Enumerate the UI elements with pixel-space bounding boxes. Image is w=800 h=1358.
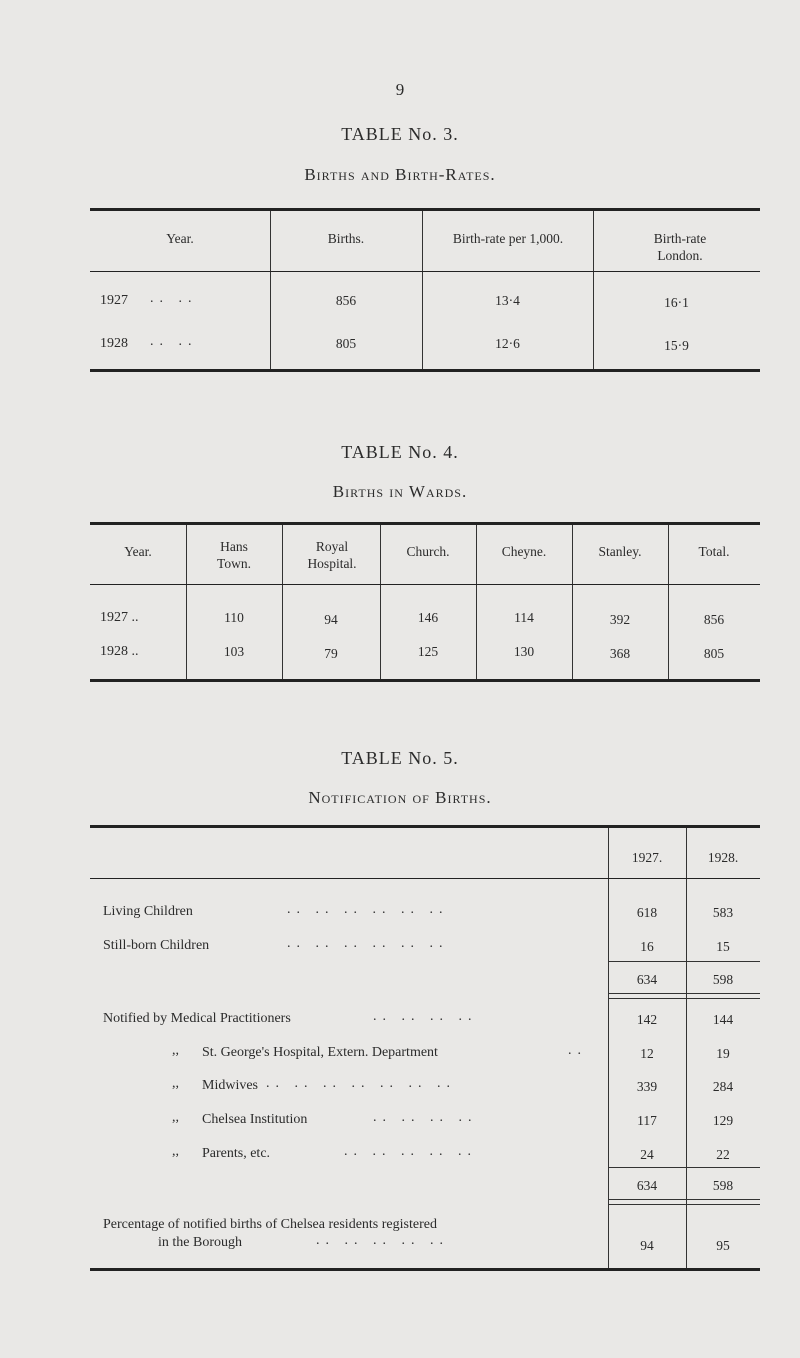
- year-cell: 1927 ..: [100, 610, 139, 625]
- col-1928-header: 1928.: [707, 850, 739, 865]
- table3-subtitle: Births and Birth-Rates.: [304, 165, 496, 184]
- table5-title: TABLE No. 5.: [341, 748, 459, 768]
- table3-header-births: Births.: [327, 231, 365, 246]
- col-1927-header: 1927.: [631, 850, 663, 865]
- table5-subtitle: Notification of Births.: [308, 788, 492, 807]
- table3-bottom-rule: [90, 369, 760, 372]
- table4-header-year: Year.: [124, 544, 152, 559]
- table4-header-hans: Hans Town.: [217, 539, 251, 571]
- table5-bottom-rule: [90, 1268, 760, 1271]
- table4-header-stanley: Stanley.: [598, 544, 642, 559]
- table3-header-london: Birth-rate London.: [653, 231, 707, 263]
- table4-title: TABLE No. 4.: [341, 442, 459, 462]
- table4-header-rule: [90, 584, 760, 585]
- table3-header-year: Year.: [166, 231, 194, 246]
- table4-header-church: Church.: [406, 544, 450, 559]
- page-number: 9: [395, 80, 405, 99]
- table3-top-rule: [90, 208, 760, 211]
- london-cell: 15·9: [664, 338, 689, 353]
- rate-cell: 12·6: [495, 336, 520, 351]
- table3-title: TABLE No. 3.: [341, 124, 459, 144]
- table5-top-rule: [90, 825, 760, 828]
- births-cell: 805: [335, 336, 357, 351]
- table4-top-rule: [90, 522, 760, 525]
- london-cell: 16·1: [664, 295, 689, 310]
- year-cell: 1927: [100, 293, 128, 308]
- table4-bottom-rule: [90, 679, 760, 682]
- year-cell: 1928 ..: [100, 644, 139, 659]
- table4-header-royal: Royal Hospital.: [307, 539, 357, 571]
- table4-header-cheyne: Cheyne.: [501, 544, 547, 559]
- rate-cell: 13·4: [495, 293, 520, 308]
- table5-header-rule: [90, 878, 760, 879]
- table3-header-rule: [90, 271, 760, 272]
- table4-header-total: Total.: [698, 544, 730, 559]
- births-cell: 856: [335, 293, 357, 308]
- table4-subtitle: Births in Wards.: [332, 482, 468, 501]
- table3-header-rate: Birth-rate per 1,000.: [452, 231, 564, 246]
- year-cell: 1928: [100, 336, 128, 351]
